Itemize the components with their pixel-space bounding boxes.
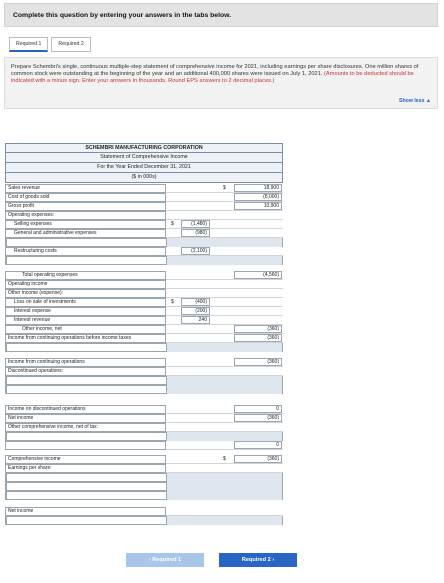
row-label[interactable]: Gross profit [5,202,166,211]
row-label[interactable]: Other comprehensive income, net of tax: [5,423,166,432]
blank-row [5,256,283,265]
currency-symbol: $ [171,299,174,305]
row-label[interactable]: General and administrative expenses [5,229,166,238]
row-label[interactable]: Income on discontinued operations [5,405,166,414]
amount-input[interactable]: (4,560) [234,271,282,279]
amount-input[interactable]: 0 [234,405,282,413]
row-label[interactable]: Restructuring costs [5,247,166,256]
instructions-text: Prepare Schembri's single, continuous multiple-step statement of comprehensive income for 2021, including earnings per share disclosures. One million shares of common stock were outstanding at the beginning of the year and an additional 400,000 shares were issued on July 1, 2021. [11,64,419,77]
amount-input[interactable]: 10,900 [234,202,282,210]
row-sales [5,184,283,193]
tab-bar [9,37,94,52]
row-other-income [5,289,283,298]
row-label[interactable]: Operating income [5,280,166,289]
tab-required-2[interactable]: Required 2 [51,37,90,52]
statement-units: ($ in 000s) [5,173,283,183]
blank-label[interactable] [6,376,167,385]
row-operating-expenses [5,211,283,220]
row-label[interactable]: Total operating expenses [5,271,166,280]
blank-row [5,432,283,441]
amount-input[interactable]: (1,480) [181,220,210,228]
row-comprehensive-income [5,455,283,464]
blank-label[interactable] [6,432,167,441]
blank-row [5,385,283,394]
blank-row [5,482,283,491]
row-oci-total [5,441,283,450]
blank-label[interactable] [6,343,167,352]
row-label[interactable]: Operating expenses: [5,211,166,220]
blank-label[interactable] [6,473,167,482]
row-label[interactable] [5,441,166,450]
row-label[interactable]: Income from continuing operations [5,358,166,367]
row-loss-sale [5,298,283,307]
instructions-note: (Amounts to be deducted should be indicated with a minus sign. Enter your answers in thousands. Round EPS answers to 2 decimal places.) [11,71,414,84]
amount-input[interactable]: (360) [234,334,282,342]
row-label[interactable]: Net income [5,414,166,423]
row-cogs [5,193,283,202]
currency-symbol: $ [223,185,226,191]
row-oci [5,423,283,432]
blank-row [5,376,283,385]
show-less-link[interactable]: Show less ▲ [399,98,431,104]
amount-input[interactable]: (980) [181,229,210,237]
statement-title: Statement of Comprehensive Income [5,153,283,163]
statement-period: For the Year Ended December 31, 2021 [5,163,283,173]
blank-label[interactable] [6,238,167,247]
amount-input[interactable]: (2,100) [181,247,210,255]
row-restructuring [5,247,283,256]
amount-input[interactable]: (400) [181,298,210,306]
amount-input[interactable]: 240 [181,316,210,324]
row-label[interactable]: Earnings per share: [5,464,166,473]
row-disc-income [5,405,283,414]
currency-symbol: $ [171,221,174,227]
blank-row [5,491,283,500]
row-operating-income [5,280,283,289]
instructions-panel [4,57,438,109]
row-label[interactable]: Interest expense [5,307,166,316]
amount-input[interactable]: (360) [234,325,282,333]
row-ga [5,229,283,238]
amount-input[interactable]: 0 [234,441,282,449]
row-gross-profit [5,202,283,211]
amount-input[interactable]: (360) [234,414,282,422]
row-label[interactable]: Other income, net [5,325,166,334]
company-name: SCHEMBRI MANUFACTURING CORPORATION [5,143,283,153]
row-label[interactable]: Comprehensive income [5,455,166,464]
blank-row [5,343,283,352]
blank-row [5,473,283,482]
amount-input[interactable]: (200) [181,307,210,315]
amount-input[interactable]: 18,900 [234,184,282,192]
row-selling [5,220,283,229]
prev-required-1-button[interactable]: ‹ Required 1 [126,553,204,567]
row-pretax-income [5,334,283,343]
currency-symbol: $ [223,456,226,462]
row-label[interactable]: Discontinued operations: [5,367,166,376]
amount-input[interactable]: (360) [234,358,282,366]
row-continuing-ops [5,358,283,367]
row-eps [5,464,283,473]
blank-label[interactable] [6,385,167,394]
row-net-income [5,414,283,423]
row-label[interactable]: Net income [5,507,166,516]
row-label[interactable]: Sales revenue [5,184,166,193]
row-label[interactable]: Income from continuing operations before income taxes [5,334,166,343]
row-interest-expense [5,307,283,316]
row-label[interactable]: Interest revenue [5,316,166,325]
amount-input[interactable]: (8,000) [234,193,282,201]
blank-row [5,516,283,525]
question-title: Complete this question by entering your answers in the tabs below. [13,12,232,19]
row-discontinued [5,367,283,376]
blank-label[interactable] [6,482,167,491]
row-label[interactable]: Selling expenses [5,220,166,229]
blank-label[interactable] [6,516,167,525]
row-label[interactable]: Other income (expense): [5,289,166,298]
tab-required-1[interactable]: Required 1 [9,37,48,52]
row-net-income-eps [5,507,283,516]
row-other-net [5,325,283,334]
amount-input[interactable]: (360) [234,455,282,463]
row-label[interactable]: Cost of goods sold [5,193,166,202]
row-interest-revenue [5,316,283,325]
blank-label[interactable] [6,256,167,265]
next-required-2-button[interactable]: Required 2 › [219,553,297,567]
blank-row [5,238,283,247]
blank-label[interactable] [6,491,167,500]
row-label[interactable]: Loss on sale of investments [5,298,166,307]
question-header [4,3,438,27]
row-total-opex [5,271,283,280]
